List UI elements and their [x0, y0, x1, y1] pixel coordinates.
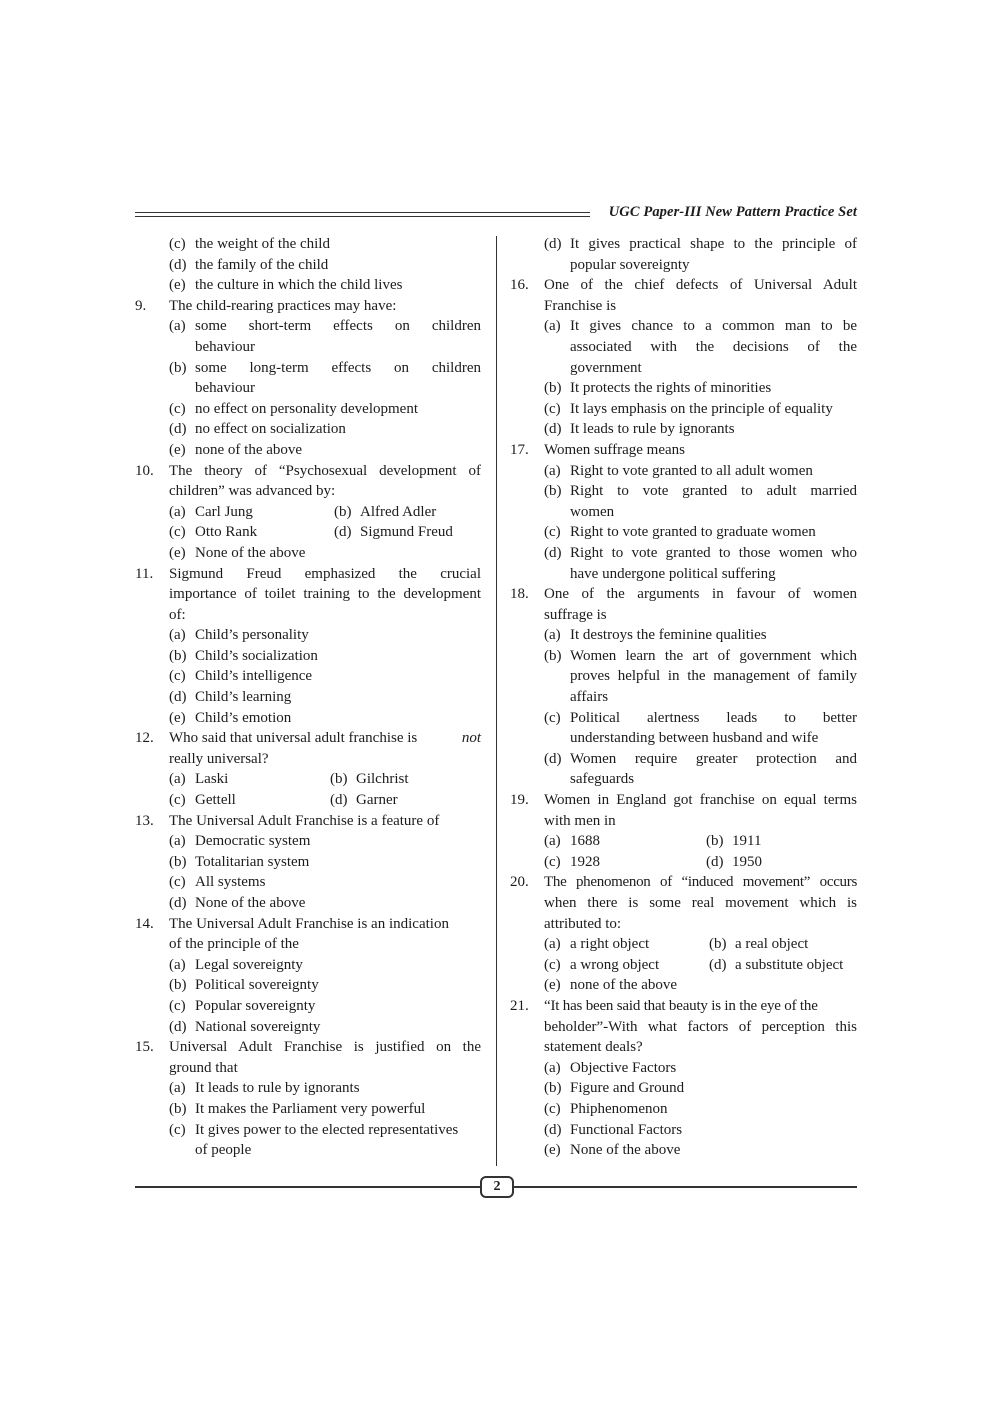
question-14 — [135, 914, 481, 1038]
option: (d) the family of the child — [169, 256, 329, 273]
question-15-continued — [510, 234, 857, 275]
option: (a) Right to vote granted to all adult women — [544, 462, 813, 479]
option: (c) Right to vote granted to graduate women — [544, 524, 816, 541]
question-text: The phenomenon of “induced movement” occurs — [544, 874, 857, 891]
option: (b) Women learn the art of government which — [544, 647, 857, 664]
header-rule — [135, 216, 590, 217]
option: (b) Right to vote granted to adult married — [544, 483, 857, 500]
option: (b) Child’s socialization — [169, 647, 318, 664]
question-text: statement deals? — [544, 1039, 643, 1056]
question-text: Sigmund Freud emphasized the crucial — [169, 565, 481, 582]
option-continuation: understanding between husband and wife — [570, 730, 819, 747]
question-11 — [135, 564, 481, 729]
option: (c) Popular sovereignty — [169, 997, 316, 1014]
option-continuation: behaviour — [195, 338, 255, 355]
option: (c) It gives power to the elected representatives — [169, 1121, 459, 1138]
question-number: 9. — [135, 297, 147, 314]
question-text: of: — [169, 606, 186, 623]
option: (d) Child’s learning — [169, 689, 292, 706]
question-number: 10. — [135, 462, 154, 479]
question-text: The Universal Adult Franchise is an indication — [169, 915, 449, 932]
option-continuation: safeguards — [570, 771, 635, 788]
left-column — [135, 234, 481, 1161]
option: (c) All systems — [169, 874, 266, 891]
option: (a) It gives chance to a common man to be — [544, 318, 857, 335]
option-continuation: government — [570, 359, 642, 376]
option: (e) Child’s emotion — [169, 709, 292, 726]
option: (e) none of the above — [169, 441, 303, 458]
option: (d) National sovereignty — [169, 1018, 321, 1035]
option-continuation: associated with the decisions of the — [570, 338, 857, 355]
question-text: with men in — [544, 812, 616, 829]
option: (d) Women require greater protection and — [544, 750, 857, 767]
option-continuation: affairs — [570, 689, 609, 706]
footer-rule — [512, 1186, 857, 1188]
option-continuation: behaviour — [195, 380, 255, 397]
question-text: attributed to: — [544, 915, 622, 932]
option: (a) It destroys the feminine qualities — [544, 627, 767, 644]
question-number: 12. — [135, 730, 154, 747]
option: (e) None of the above — [544, 1142, 681, 1159]
question-16 — [510, 275, 857, 440]
option: (c) It lays emphasis on the principle of equality — [544, 400, 833, 417]
question-text: “It has been said that beauty is in the eye of the — [544, 997, 818, 1014]
question-number: 14. — [135, 915, 154, 932]
option-continuation: popular sovereignty — [570, 256, 690, 273]
option: (a) some short-term effects on children — [169, 318, 481, 335]
question-text: One of the arguments in favour of women — [544, 586, 857, 603]
question-number: 20. — [510, 874, 529, 891]
option-continuation: women — [570, 503, 615, 520]
option: (b) It makes the Parliament very powerful — [169, 1100, 426, 1117]
question-text: suffrage is — [544, 606, 607, 623]
question-number: 11. — [135, 565, 154, 582]
question-text: really universal? — [169, 750, 269, 767]
option: (d) It gives practical shape to the principle of — [544, 236, 857, 252]
page-footer — [135, 1175, 857, 1199]
option: (d) It leads to rule by ignorants — [544, 421, 735, 438]
question-number: 19. — [510, 792, 529, 809]
option: (c) the weight of the child — [169, 236, 330, 252]
option-pair: (c) Gettell (d) Garner — [169, 792, 398, 809]
question-number: 18. — [510, 586, 529, 603]
question-number: 21. — [510, 997, 529, 1014]
question-number: 15. — [135, 1039, 154, 1056]
question-text: Who said that universal adult franchise is not — [169, 730, 481, 747]
option: (b) Political sovereignty — [169, 977, 319, 994]
question-text: The theory of “Psychosexual development of — [169, 462, 481, 479]
page-number: 2 — [480, 1176, 514, 1198]
question-text: Women suffrage means — [544, 441, 685, 458]
question-19 — [510, 790, 857, 872]
question-18 — [510, 584, 857, 790]
option: (a) Child’s personality — [169, 627, 309, 644]
question-text: beholder”-With what factors of perception this — [544, 1018, 857, 1035]
question-text: of the principle of the — [169, 936, 299, 953]
question-number: 17. — [510, 441, 529, 458]
option-pair: (c) 1928 (d) 1950 — [544, 853, 762, 870]
question-text: Franchise is — [544, 297, 617, 314]
option-continuation: have undergone political suffering — [570, 565, 776, 582]
option: (c) Child’s intelligence — [169, 668, 313, 685]
option-continuation: proves helpful in the management of family — [570, 668, 857, 685]
option: (b) some long-term effects on children — [169, 359, 481, 376]
option: (e) the culture in which the child lives — [169, 277, 403, 294]
option-pair: (a) 1688 (b) 1911 — [544, 833, 762, 850]
question-13 — [135, 811, 481, 914]
column-divider — [496, 236, 497, 1166]
option: (d) Right to vote granted to those women who — [544, 544, 857, 561]
option: (a) Democratic system — [169, 833, 311, 850]
right-column — [510, 234, 857, 1161]
option: (c) Phiphenomenon — [544, 1100, 668, 1117]
question-text: One of the chief defects of Universal Adult — [544, 277, 857, 294]
question-text: when there is some real movement which is — [544, 895, 857, 911]
question-12 — [135, 728, 481, 810]
option: (d) Functional Factors — [544, 1121, 683, 1138]
option-pair: (a) Laski (b) Gilchrist — [169, 771, 409, 788]
page-header — [135, 203, 857, 225]
option: (b) It protects the rights of minorities — [544, 380, 772, 397]
option: (e) None of the above — [169, 544, 306, 561]
option: (d) no effect on socialization — [169, 421, 346, 438]
question-text: The child-rearing practices may have: — [169, 297, 397, 314]
question-text: The Universal Adult Franchise is a feature of — [169, 812, 440, 829]
option: (a) It leads to rule by ignorants — [169, 1080, 360, 1097]
question-15 — [135, 1037, 481, 1161]
header-rule — [135, 212, 590, 213]
question-text: children” was advanced by: — [169, 483, 336, 500]
question-8-continued — [135, 234, 481, 296]
option: (a) Legal sovereignty — [169, 956, 303, 973]
question-number: 16. — [510, 277, 529, 294]
question-17 — [510, 440, 857, 584]
option: (d) None of the above — [169, 895, 306, 911]
question-text: Women in England got franchise on equal terms — [544, 792, 857, 809]
footer-rule — [135, 1186, 480, 1188]
question-text: Universal Adult Franchise is justified on the — [169, 1039, 481, 1056]
question-9 — [135, 296, 481, 461]
option: (e) none of the above — [544, 977, 678, 994]
option: (c) no effect on personality development — [169, 400, 418, 417]
option: (a) Objective Factors — [544, 1059, 677, 1076]
question-10 — [135, 461, 481, 564]
question-21 — [510, 996, 857, 1161]
option-pair: (a) Carl Jung (b) Alfred Adler — [169, 503, 437, 520]
option: (c) Political alertness leads to better — [544, 709, 857, 726]
option-pair: (a) a right object (b) a real object — [544, 936, 809, 953]
question-number: 13. — [135, 812, 154, 829]
question-20 — [510, 872, 857, 996]
option-continuation: of people — [195, 1142, 252, 1159]
question-text: ground that — [169, 1059, 238, 1076]
option: (b) Figure and Ground — [544, 1080, 685, 1097]
option-pair: (c) Otto Rank (d) Sigmund Freud — [169, 524, 453, 541]
header-title: UGC Paper-III New Pattern Practice Set — [608, 204, 857, 220]
question-text: importance of toilet training to the development — [169, 586, 481, 603]
option: (b) Totalitarian system — [169, 853, 310, 870]
option-pair: (c) a wrong object (d) a substitute object — [544, 956, 844, 973]
